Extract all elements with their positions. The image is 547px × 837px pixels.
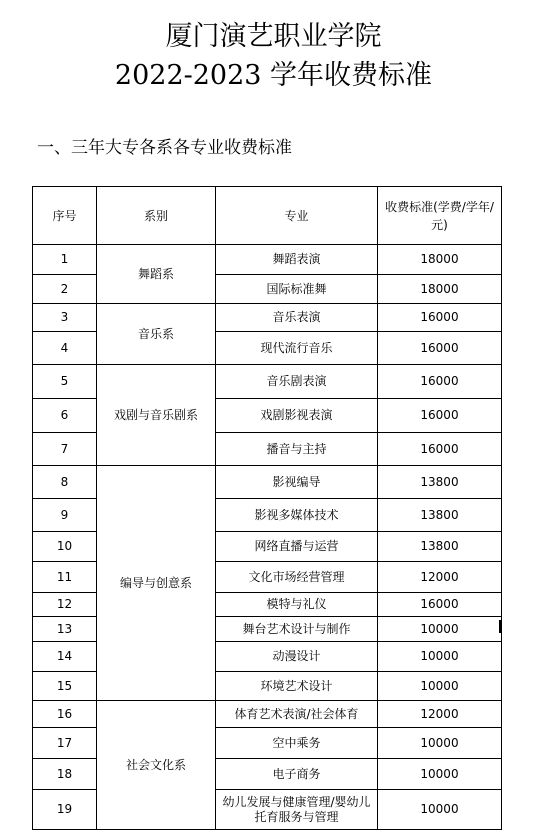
row-major: 模特与礼仪 [216,593,378,617]
row-major: 体育艺术表演/社会体育 [216,701,378,728]
row-no: 8 [33,466,97,499]
row-fee: 16000 [378,433,502,466]
table-row [33,466,502,499]
row-major: 音乐表演 [216,304,378,332]
row-major: 戏剧影视表演 [216,399,378,433]
department-cell: 舞蹈系 [97,245,216,304]
row-fee: 16000 [378,365,502,399]
row-fee: 16000 [378,332,502,365]
department-cell: 音乐系 [97,304,216,365]
row-fee: 10000 [378,728,502,759]
fee-table [32,186,502,830]
department-cell: 戏剧与音乐剧系 [97,365,216,466]
text-cursor [499,620,501,633]
row-fee: 12000 [378,701,502,728]
row-no: 5 [33,365,97,399]
document-subtitle: 2022-2023 学年收费标准 [114,60,433,91]
table-row [33,365,502,399]
row-fee: 10000 [378,642,502,672]
row-fee: 10000 [378,672,502,701]
row-no: 4 [33,332,97,365]
row-major: 幼儿发展与健康管理/婴幼儿托育服务与管理 [216,790,378,830]
department-cell: 编导与创意系 [97,466,216,701]
row-major: 国际标准舞 [216,275,378,304]
row-major: 影视多媒体技术 [216,499,378,532]
row-fee: 12000 [378,562,502,593]
header-fee: 收费标准(学费/学年/元) [378,187,502,245]
row-no: 6 [33,399,97,433]
row-major: 播音与主持 [216,433,378,466]
row-no: 14 [33,642,97,672]
row-fee: 16000 [378,593,502,617]
header-major: 专业 [216,187,378,245]
row-major: 空中乘务 [216,728,378,759]
row-major: 舞台艺术设计与制作 [216,617,378,642]
row-fee: 10000 [378,617,502,642]
header-department: 系别 [97,187,216,245]
row-no: 17 [33,728,97,759]
document-title: 厦门演艺职业学院 [165,21,382,52]
table-row [33,245,502,275]
section-heading: 一、三年大专各系各专业收费标准 [37,138,292,158]
row-fee: 10000 [378,790,502,830]
row-no: 11 [33,562,97,593]
row-no: 18 [33,759,97,790]
header-no: 序号 [33,187,97,245]
row-major: 影视编导 [216,466,378,499]
row-fee: 10000 [378,759,502,790]
row-no: 12 [33,593,97,617]
table-row [33,304,502,332]
row-no: 10 [33,532,97,562]
row-no: 13 [33,617,97,642]
department-cell: 社会文化系 [97,701,216,830]
row-major: 现代流行音乐 [216,332,378,365]
row-fee: 18000 [378,275,502,304]
row-no: 16 [33,701,97,728]
row-major: 环境艺术设计 [216,672,378,701]
row-major: 文化市场经营管理 [216,562,378,593]
table-header-row [33,187,502,245]
row-no: 19 [33,790,97,830]
row-no: 3 [33,304,97,332]
row-major: 网络直播与运营 [216,532,378,562]
row-major: 音乐剧表演 [216,365,378,399]
row-fee: 13800 [378,466,502,499]
row-major: 电子商务 [216,759,378,790]
table-row [33,701,502,728]
row-no: 2 [33,275,97,304]
row-fee: 13800 [378,499,502,532]
row-fee: 16000 [378,399,502,433]
row-major: 舞蹈表演 [216,245,378,275]
row-no: 1 [33,245,97,275]
row-fee: 16000 [378,304,502,332]
row-no: 7 [33,433,97,466]
row-fee: 13800 [378,532,502,562]
row-fee: 18000 [378,245,502,275]
row-major: 动漫设计 [216,642,378,672]
row-no: 15 [33,672,97,701]
row-no: 9 [33,499,97,532]
